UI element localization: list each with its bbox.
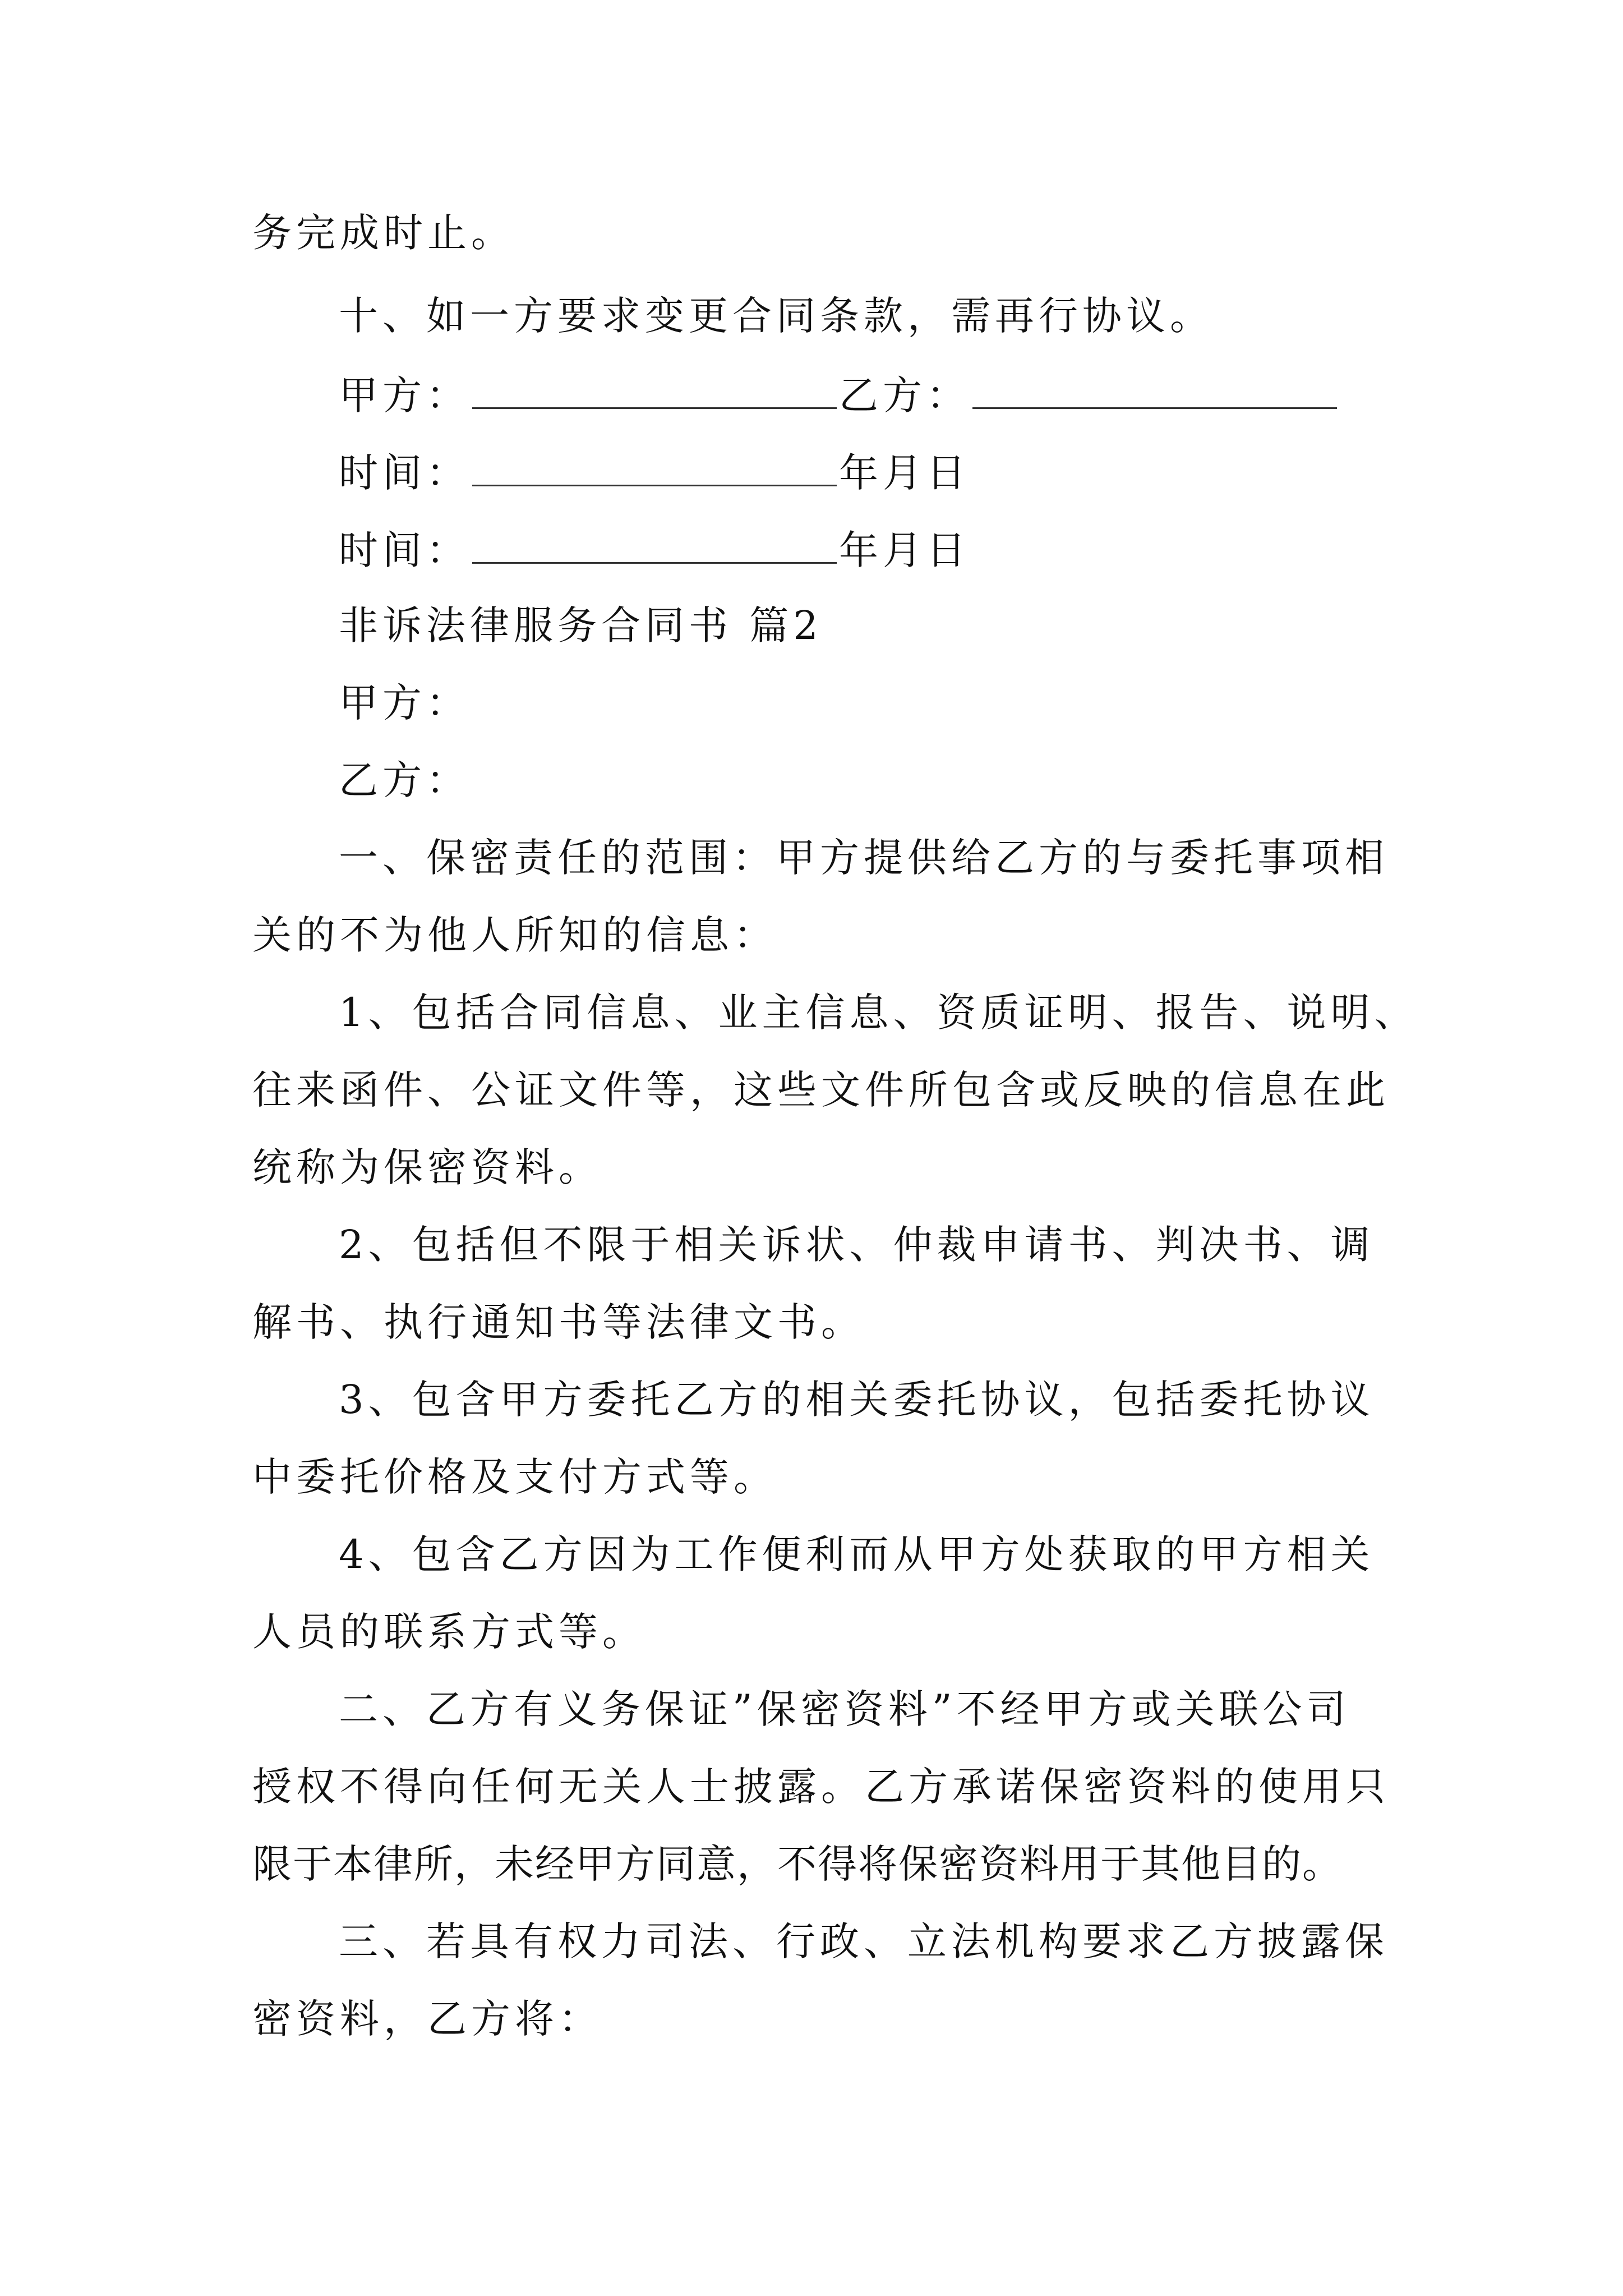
time-label: 时间： [339, 450, 470, 496]
paragraph-line: 密资料，乙方将： [252, 1996, 602, 2042]
party-b-label: 乙方： [839, 372, 970, 418]
signature-parties-line [339, 368, 1339, 421]
time-blank [472, 523, 837, 564]
paragraph-line: 4、包含乙方因为工作便利而从甲方处获取的甲方相关 [339, 1531, 1375, 1577]
paragraph-line: 关的不为他人所知的信息： [252, 912, 777, 958]
paragraph-line: 务完成时止。 [252, 210, 515, 256]
party-a-label: 甲方： [339, 372, 470, 418]
section-title: 非诉法律服务合同书 篇2 [339, 602, 823, 648]
paragraph-line: 三、若具有权力司法、行政、立法机构要求乙方披露保 [339, 1918, 1389, 1964]
party-b-blank [972, 368, 1337, 409]
paragraph-line: 往来函件、公证文件等，这些文件所包含或反映的信息在此 [252, 1067, 1390, 1113]
paragraph-line: 一、保密责任的范围：甲方提供给乙方的与委托事项相 [339, 835, 1389, 881]
paragraph-line: 中委托价格及支付方式等。 [252, 1454, 777, 1500]
paragraph-line: 3、包含甲方委托乙方的相关委托协议，包括委托协议 [339, 1377, 1375, 1423]
date-suffix: 年月日 [839, 450, 970, 496]
time-blank [472, 445, 837, 486]
signature-time-line [339, 523, 970, 576]
paragraph-line: 解书、执行通知书等法律文书。 [252, 1299, 865, 1345]
paragraph-line: 二、乙方有义务保证”保密资料”不经甲方或关联公司 [339, 1686, 1350, 1732]
time-label: 时间： [339, 527, 470, 573]
paragraph-line: 2、包括但不限于相关诉状、仲裁申请书、判决书、调 [339, 1222, 1375, 1268]
paragraph-line: 十、如一方要求变更合同条款，需再行协议。 [339, 293, 1214, 339]
paragraph-line: 乙方： [339, 757, 470, 803]
paragraph-line: 限于本律所，未经甲方同意，不得将保密资料用于其他目的。 [252, 1841, 1343, 1887]
signature-time-line [339, 445, 970, 498]
paragraph-line: 统称为保密资料。 [252, 1144, 602, 1190]
paragraph-line: 1、包括合同信息、业主信息、资质证明、报告、说明、 [339, 990, 1418, 1036]
date-suffix: 年月日 [839, 527, 970, 573]
party-a-blank [472, 368, 837, 409]
paragraph-line: 甲方： [339, 680, 470, 726]
paragraph-line: 授权不得向任何无关人士披露。乙方承诺保密资料的使用只 [252, 1764, 1390, 1810]
paragraph-line: 人员的联系方式等。 [252, 1609, 646, 1655]
